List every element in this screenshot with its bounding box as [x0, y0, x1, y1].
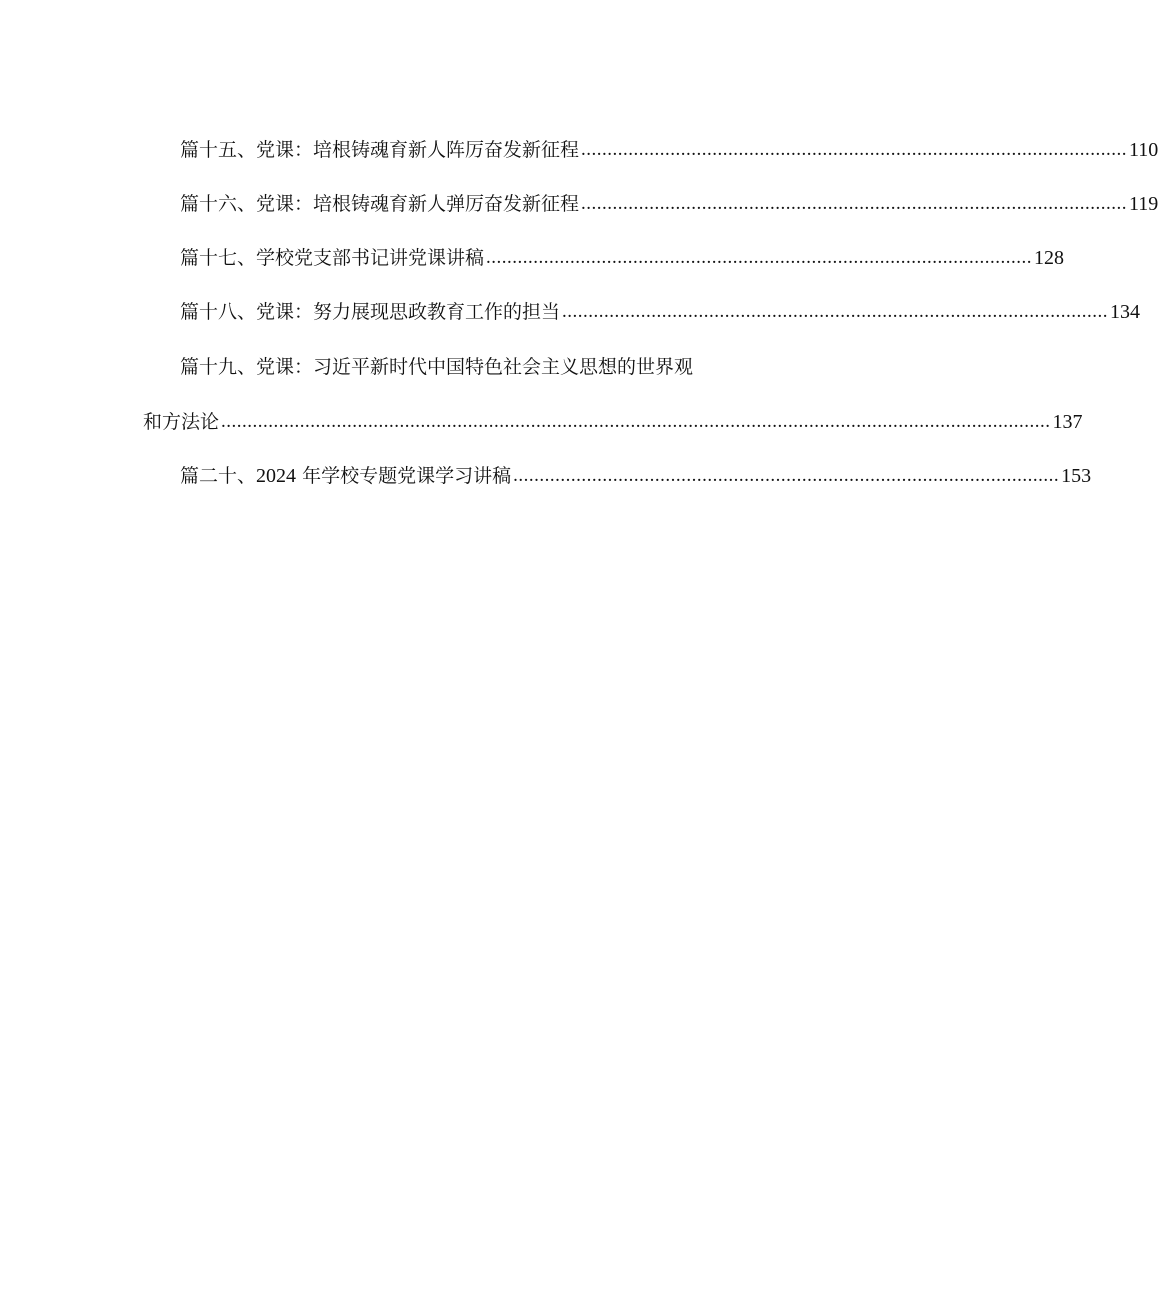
toc-entry-page: 153 [1061, 465, 1092, 487]
toc-entry-page: 110 [1129, 139, 1158, 161]
toc-entry[interactable] [143, 408, 1083, 436]
toc-dot-leader: ........................................................................................................ [581, 139, 1128, 160]
toc-dot-leader: .............................................................................................................................................................. [221, 411, 1051, 432]
toc-entry-title [180, 462, 511, 490]
toc-entry-title-line1[interactable]: 篇十九、党课：习近平新时代中国特色社会主义思想的世界观 [180, 356, 694, 378]
toc-entry[interactable] [180, 136, 1158, 164]
toc-dot-leader: ........................................................................................................ [486, 247, 1033, 268]
toc-entry[interactable] [180, 298, 1141, 326]
toc-dot-leader: ........................................................................................................ [562, 301, 1109, 322]
toc-dot-leader: ........................................................................................................ [581, 193, 1128, 214]
toc-entry-title: 篇十五、党课：培根铸魂育新人阵厉奋发新征程 [180, 139, 580, 161]
toc-entry[interactable] [180, 462, 1092, 490]
toc-entry[interactable] [180, 190, 1158, 218]
toc-entry-page: 119 [1129, 193, 1158, 215]
toc-entry[interactable] [180, 244, 1065, 272]
toc-dot-leader: ........................................................................................................ [513, 465, 1060, 486]
toc-entry-title-line2: 和方法论 [143, 411, 220, 433]
toc-entry-page: 137 [1052, 411, 1083, 433]
toc-entry-page: 128 [1034, 247, 1065, 269]
toc-entry-title: 篇十八、党课：努力展现思政教育工作的担当 [180, 301, 561, 323]
toc-entry-title-prefix: 篇二十、 [180, 465, 257, 487]
toc-entry-title-suffix: 年学校专题党课学习讲稿 [302, 465, 512, 487]
toc-entry-title: 篇十七、学校党支部书记讲党课讲稿 [180, 247, 485, 269]
toc-entry-title: 篇十六、党课：培根铸魂育新人弹厉奋发新征程 [180, 193, 580, 215]
toc-entry-title-year: 2024 [256, 465, 297, 487]
toc-entry-page: 134 [1110, 301, 1141, 323]
